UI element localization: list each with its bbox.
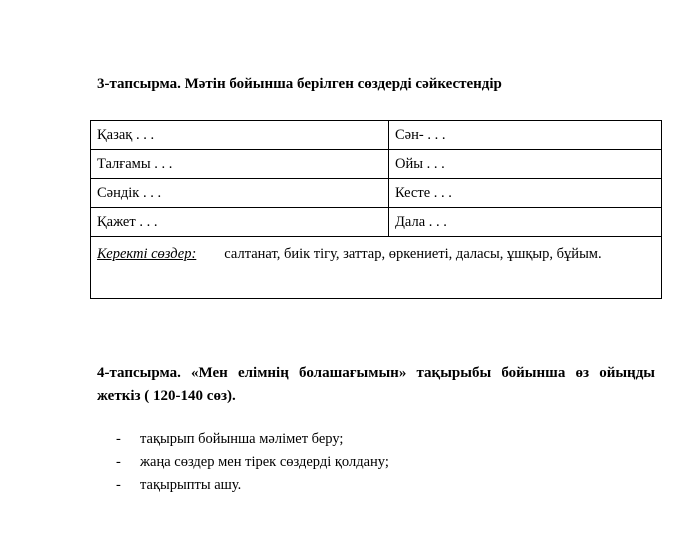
left-cell: Қазақ . . . (91, 121, 389, 150)
left-cell: Сәндік . . . (91, 179, 389, 208)
list-item-text: жаңа сөздер мен тірек сөздерді қолдану; (140, 454, 389, 470)
bullet-dash: - (116, 477, 121, 493)
bullet-dash: - (116, 454, 121, 470)
matching-table (90, 120, 662, 299)
left-cell: Қажет . . . (91, 208, 389, 237)
right-cell: Дала . . . (389, 208, 662, 237)
right-cell: Ойы . . . (389, 150, 662, 179)
table-row (91, 237, 662, 299)
word-bank-text: салтанат, биік тігу, заттар, өркениеті, даласы, ұшқыр, бұйым. (224, 246, 602, 262)
word-bank-cell (91, 237, 662, 299)
list-item (116, 451, 389, 474)
task4-bullet-list (116, 428, 389, 497)
list-item-text: тақырыпты ашу. (140, 477, 242, 493)
right-cell: Кесте . . . (389, 179, 662, 208)
table-row (91, 179, 662, 208)
bullet-dash: - (116, 431, 121, 447)
left-cell: Талғамы . . . (91, 150, 389, 179)
word-bank-label: Керекті сөздер: (97, 246, 197, 262)
list-item (116, 428, 389, 451)
table-row (91, 150, 662, 179)
list-item (116, 474, 389, 497)
table-row (91, 208, 662, 237)
table-row (91, 121, 662, 150)
task3-title: 3-тапсырма. Мәтін бойынша берілген сөздерді сәйкестендір (97, 76, 502, 92)
task4-title: 4-тапсырма. «Мен елімнің болашағымын» тақырыбы бойынша өз ойыңды жеткіз ( 120-140 сөз). (97, 365, 655, 404)
list-item-text: тақырып бойынша мәлімет беру; (140, 431, 344, 447)
right-cell: Сән- . . . (389, 121, 662, 150)
